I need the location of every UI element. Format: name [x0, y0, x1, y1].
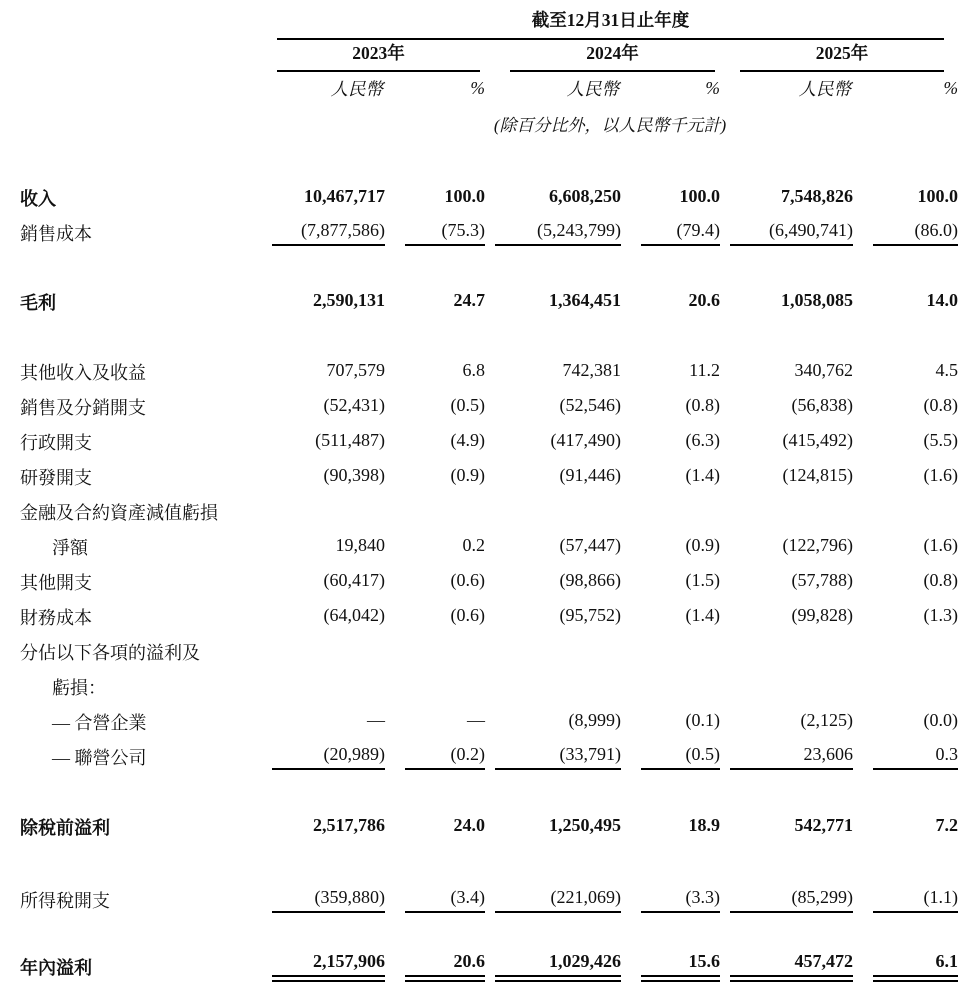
percent-2025: 7.2 — [935, 814, 959, 835]
percent-2025: (1.6) — [923, 534, 959, 555]
amount-2024: 1,029,426 — [485, 949, 621, 984]
percent-2025: (5.5) — [923, 429, 959, 450]
percent-2024: (1.5) — [685, 569, 720, 590]
percent-2024: (3.3) — [621, 882, 720, 917]
percent-2024: 15.6 — [621, 949, 720, 984]
empty-cells — [262, 634, 958, 669]
empty-cells — [262, 669, 958, 704]
currency-label-2023: 人民幣 — [330, 79, 383, 99]
percent-2024: (0.5) — [621, 739, 720, 774]
percent-2024: (0.8) — [685, 394, 720, 415]
amount-2025: 542,771 — [794, 814, 853, 835]
percent-2023: (0.2) — [385, 739, 485, 774]
percent-2024: 20.6 — [688, 289, 720, 310]
percent-label-2023: % — [470, 78, 485, 98]
percent-2025: 0.3 — [853, 739, 958, 774]
table-row-revenue — [10, 180, 958, 215]
header-subheader-row — [10, 72, 958, 105]
amount-2024: 6,608,250 — [549, 185, 621, 206]
header-note-row — [10, 105, 958, 136]
spacer-row — [10, 774, 958, 809]
table-row-cost-of-sales — [10, 215, 958, 250]
year-2024-label: 2024年 — [510, 40, 715, 72]
table-row-gross-profit — [10, 284, 958, 319]
amount-2025: 1,058,085 — [781, 289, 853, 310]
income-statement-table — [10, 4, 958, 984]
amount-2024: 1,250,495 — [549, 814, 621, 835]
amount-2023: (60,417) — [323, 569, 385, 590]
amount-2024: (5,243,799) — [485, 215, 621, 250]
currency-label-2024: 人民幣 — [566, 79, 619, 99]
spacer-row — [10, 136, 958, 180]
percent-2025: 6.1 — [853, 949, 958, 984]
table-row-impairment-net — [10, 529, 958, 564]
row-label: 銷售及分銷開支 — [20, 397, 146, 418]
percent-2024: 100.0 — [679, 185, 720, 206]
amount-2025: 7,548,826 — [781, 185, 853, 206]
row-label: 分佔以下各項的溢利及 — [20, 642, 200, 663]
table-row-joint-ventures — [10, 704, 958, 739]
amount-2023: 19,840 — [335, 534, 385, 555]
percent-2024: (1.4) — [685, 464, 720, 485]
percent-2023: 100.0 — [444, 185, 485, 206]
percent-2024: (0.1) — [685, 709, 720, 730]
header-spacer-cell — [10, 4, 262, 40]
row-label: — 聯營公司 — [52, 747, 147, 768]
header-spacer-cell — [10, 105, 262, 136]
amount-2025: (57,788) — [791, 569, 853, 590]
percent-2025: (1.6) — [923, 464, 959, 485]
amount-2023: 707,579 — [326, 359, 385, 380]
row-label: 除稅前溢利 — [20, 817, 110, 838]
period-title-cell — [262, 4, 958, 40]
header-period-row — [10, 4, 958, 40]
header-spacer-cell — [10, 72, 262, 105]
row-label: 研發開支 — [20, 467, 92, 488]
spacer-row — [10, 319, 958, 354]
row-label: 年內溢利 — [20, 957, 92, 978]
amount-2025: (99,828) — [791, 604, 853, 625]
percent-2023: 20.6 — [385, 949, 485, 984]
percent-2025: (1.1) — [853, 882, 958, 917]
spacer-row — [10, 250, 958, 284]
table-row-profit-for-year — [10, 949, 958, 984]
units-note: (除百分比外，以人民幣千元計) — [493, 116, 727, 135]
table-row-losses-label — [10, 669, 958, 704]
percent-2025: (0.0) — [923, 709, 959, 730]
row-label: 虧損： — [52, 677, 106, 698]
table-row-selling-expenses — [10, 389, 958, 424]
percent-2023: (0.6) — [450, 604, 485, 625]
row-label: 毛利 — [20, 292, 56, 313]
amount-2023: (90,398) — [323, 464, 385, 485]
amount-2023: 2,517,786 — [313, 814, 385, 835]
amount-2024: (221,069) — [485, 882, 621, 917]
amount-2025: (124,815) — [782, 464, 853, 485]
amount-2024: (417,490) — [550, 429, 621, 450]
percent-2024: (6.3) — [685, 429, 720, 450]
amount-2025: (415,492) — [782, 429, 853, 450]
row-label: 金融及合約資產減值虧損 — [20, 502, 218, 523]
row-label: 銷售成本 — [20, 223, 92, 244]
percent-2023: (4.9) — [450, 429, 485, 450]
percent-2025: 4.5 — [935, 359, 959, 380]
empty-cells — [262, 494, 958, 529]
table-row-income-tax — [10, 882, 958, 917]
table-row-admin-expenses — [10, 424, 958, 459]
amount-2024: (52,546) — [559, 394, 621, 415]
period-title: 截至12月31日止年度 — [277, 7, 944, 40]
currency-label-2025: 人民幣 — [798, 79, 851, 99]
table-row-finance-costs — [10, 599, 958, 634]
percent-2025: 14.0 — [926, 289, 959, 310]
row-label: 所得稅開支 — [20, 890, 110, 911]
amount-2023: 2,157,906 — [262, 949, 385, 984]
header-spacer-cell — [10, 40, 262, 72]
percent-2025: 100.0 — [917, 185, 959, 206]
percent-label-2024: % — [705, 78, 720, 98]
percent-2023: 6.8 — [462, 359, 485, 380]
amount-2024: (95,752) — [559, 604, 621, 625]
amount-2024: 1,364,451 — [549, 289, 621, 310]
percent-2025: (1.3) — [923, 604, 959, 625]
percent-2024: (79.4) — [621, 215, 720, 250]
amount-2023: 10,467,717 — [304, 185, 385, 206]
year-2025-label: 2025年 — [740, 40, 944, 72]
row-label: 淨額 — [52, 537, 88, 558]
amount-2025: (6,490,741) — [720, 215, 853, 250]
amount-2023: (511,487) — [315, 429, 385, 450]
percent-2024: (1.4) — [685, 604, 720, 625]
percent-2024: 11.2 — [689, 359, 720, 380]
amount-2023: (7,877,586) — [262, 215, 385, 250]
table-row-rd-expenses — [10, 459, 958, 494]
row-label: 財務成本 — [20, 607, 92, 628]
table-row-other-expenses — [10, 564, 958, 599]
row-label: 行政開支 — [20, 432, 92, 453]
row-label: — 合營企業 — [52, 712, 147, 733]
row-label: 收入 — [20, 188, 56, 209]
table-row-impairment-label — [10, 494, 958, 529]
percent-2023: (0.9) — [450, 464, 485, 485]
amount-2025: (56,838) — [791, 394, 853, 415]
amount-2025: (122,796) — [782, 534, 853, 555]
percent-2023: — — [467, 709, 485, 730]
percent-2023: (3.4) — [385, 882, 485, 917]
percent-2025: (0.8) — [923, 394, 959, 415]
amount-2023: (359,880) — [262, 882, 385, 917]
amount-2023: (52,431) — [323, 394, 385, 415]
amount-2024: (91,446) — [559, 464, 621, 485]
table-row-share-of-profits-label — [10, 634, 958, 669]
amount-2024: (8,999) — [568, 709, 621, 730]
header-years-row — [10, 40, 958, 72]
amount-2024: 742,381 — [562, 359, 621, 380]
percent-2023: (0.6) — [450, 569, 485, 590]
percent-2025: (0.8) — [923, 569, 959, 590]
row-label: 其他收入及收益 — [20, 362, 146, 383]
amount-2023: (64,042) — [323, 604, 385, 625]
table-row-associates — [10, 739, 958, 774]
amount-2024: (57,447) — [559, 534, 621, 555]
amount-2025: 340,762 — [794, 359, 853, 380]
amount-2024: (98,866) — [559, 569, 621, 590]
spacer-row — [10, 917, 958, 949]
amount-2025: 457,472 — [720, 949, 853, 984]
row-label: 其他開支 — [20, 572, 92, 593]
year-2023-cell — [262, 40, 485, 72]
amount-2024: (33,791) — [485, 739, 621, 774]
year-2024-cell — [485, 40, 720, 72]
year-2023-label: 2023年 — [277, 40, 480, 72]
percent-2023: (0.5) — [450, 394, 485, 415]
percent-2024: 18.9 — [688, 814, 720, 835]
percent-2023: (75.3) — [385, 215, 485, 250]
table-row-other-income — [10, 354, 958, 389]
amount-2023: — — [367, 709, 385, 730]
table-row-profit-before-tax — [10, 809, 958, 844]
year-2025-cell — [720, 40, 958, 72]
amount-2025: 23,606 — [720, 739, 853, 774]
percent-2024: (0.9) — [685, 534, 720, 555]
amount-2025: (2,125) — [800, 709, 853, 730]
percent-2023: 24.0 — [453, 814, 485, 835]
amount-2023: 2,590,131 — [313, 289, 385, 310]
percent-2023: 24.7 — [453, 289, 485, 310]
percent-2023: 0.2 — [462, 534, 485, 555]
amount-2025: (85,299) — [720, 882, 853, 917]
amount-2023: (20,989) — [262, 739, 385, 774]
percent-label-2025: % — [943, 78, 959, 98]
percent-2025: (86.0) — [853, 215, 958, 250]
spacer-row — [10, 844, 958, 882]
